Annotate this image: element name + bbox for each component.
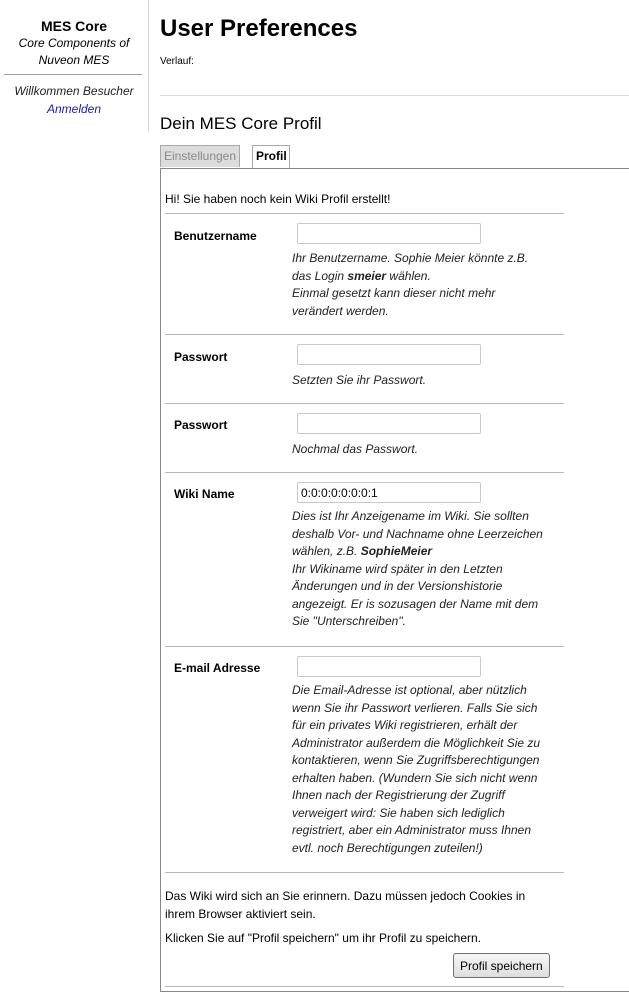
row-divider	[165, 872, 564, 873]
help-line: Nochmal das Passwort.	[292, 442, 419, 456]
cookie-note-line2: ihrem Browser aktiviert sein.	[165, 907, 316, 921]
header-divider	[160, 95, 629, 96]
help-line: für ein privates Wiki registrieren, erhält der	[292, 718, 518, 732]
help-line: Sie "Unterschreiben".	[292, 614, 406, 628]
site-subtitle-line2: Nuveon MES	[38, 53, 110, 67]
help-line: verändert werden.	[292, 303, 389, 318]
help-line: verweigert wird: Sie haben sich lediglich	[292, 805, 505, 820]
username-label: Benutzername	[174, 229, 257, 243]
row-divider	[165, 646, 564, 647]
email-label: E-mail Adresse	[174, 661, 261, 675]
page-title: User Preferences	[160, 15, 358, 42]
history-label: Verlauf:	[160, 56, 194, 67]
save-profile-button[interactable]: Profil speichern	[453, 953, 550, 978]
login-link[interactable]: Anmelden	[46, 102, 102, 116]
email-input[interactable]	[297, 656, 481, 677]
help-line: Administrator außerdem die Möglichkeit Sie zu	[292, 735, 541, 750]
help-line: Die Email-Adresse ist optional, aber nützlich	[292, 683, 527, 697]
help-line: Setzten Sie ihr Passwort.	[292, 373, 427, 387]
tab-settings[interactable]: Einstellungen	[160, 145, 240, 167]
username-help	[292, 250, 567, 320]
row-divider	[165, 334, 564, 335]
row-divider	[165, 986, 564, 987]
help-line: Ihr Benutzername. Sophie Meier könnte z.B.	[292, 251, 529, 265]
help-line: angezeigt. Er is sozusagen der Name mit dem	[292, 596, 539, 611]
password-input[interactable]	[297, 344, 481, 365]
password-confirm-help	[292, 441, 567, 459]
help-line: Dies ist Ihr Anzeigename im Wiki. Sie sollten	[292, 509, 529, 523]
password-confirm-label: Passwort	[174, 418, 228, 432]
wiki-name-label: Wiki Name	[174, 487, 235, 501]
help-line: wenn Sie ihr Passwort verlieren. Falls Sie sich	[292, 700, 538, 715]
help-line: deshalb Vor- und Nachname ohne Leerzeichen	[292, 526, 543, 541]
help-line: wählen, z.B. SophieMeier	[292, 544, 433, 558]
help-line: Einmal gesetzt kann dieser nicht mehr	[292, 286, 496, 300]
cookie-note-line1: Das Wiki wird sich an Sie erinnern. Dazu müssen jedoch Cookies in	[165, 889, 526, 903]
email-help	[292, 682, 567, 857]
section-title: Dein MES Core Profil	[160, 114, 322, 133]
row-divider	[165, 213, 564, 214]
help-line: erhalten haben. (Wundern Sie sich nicht wenn	[292, 770, 538, 785]
wiki-name-input[interactable]	[297, 482, 481, 503]
help-emphasis: smeier	[347, 268, 387, 283]
password-confirm-input[interactable]	[297, 413, 481, 434]
welcome-text: Willkommen Besucher	[14, 84, 134, 98]
tab-profile[interactable]: Profil	[252, 145, 290, 169]
password-label: Passwort	[174, 350, 228, 364]
help-line: das Login smeier wählen.	[292, 268, 431, 283]
password-help	[292, 372, 567, 390]
help-emphasis: SophieMeier	[360, 544, 433, 558]
help-line: evtl. noch Berechtigungen zuteilen!)	[292, 840, 483, 855]
row-divider	[165, 403, 564, 404]
site-title: MES Core	[40, 18, 108, 34]
row-divider	[165, 472, 564, 473]
sidebar-divider	[4, 74, 142, 75]
profile-panel	[160, 168, 629, 992]
wiki-name-help	[292, 508, 567, 631]
save-hint: Klicken Sie auf "Profil speichern" um ihr Profil zu speichern.	[165, 931, 481, 945]
username-input[interactable]	[297, 223, 481, 244]
help-line: Ihnen nach der Registrierung der Zugriff	[292, 788, 505, 802]
help-line: Änderungen und in der Versionshistorie	[292, 579, 503, 593]
help-line: registriert, aber ein Administrator muss Ihnen	[292, 823, 531, 837]
help-line: kontaktieren, wenn Sie Zugriffsberechtigungen	[292, 753, 540, 767]
site-subtitle-line1: Core Components of	[18, 36, 130, 50]
sidebar	[0, 0, 149, 132]
greeting-text: Hi! Sie haben noch kein Wiki Profil erstellt!	[165, 192, 391, 206]
help-line: Ihr Wikiname wird später in den Letzten	[292, 561, 503, 576]
